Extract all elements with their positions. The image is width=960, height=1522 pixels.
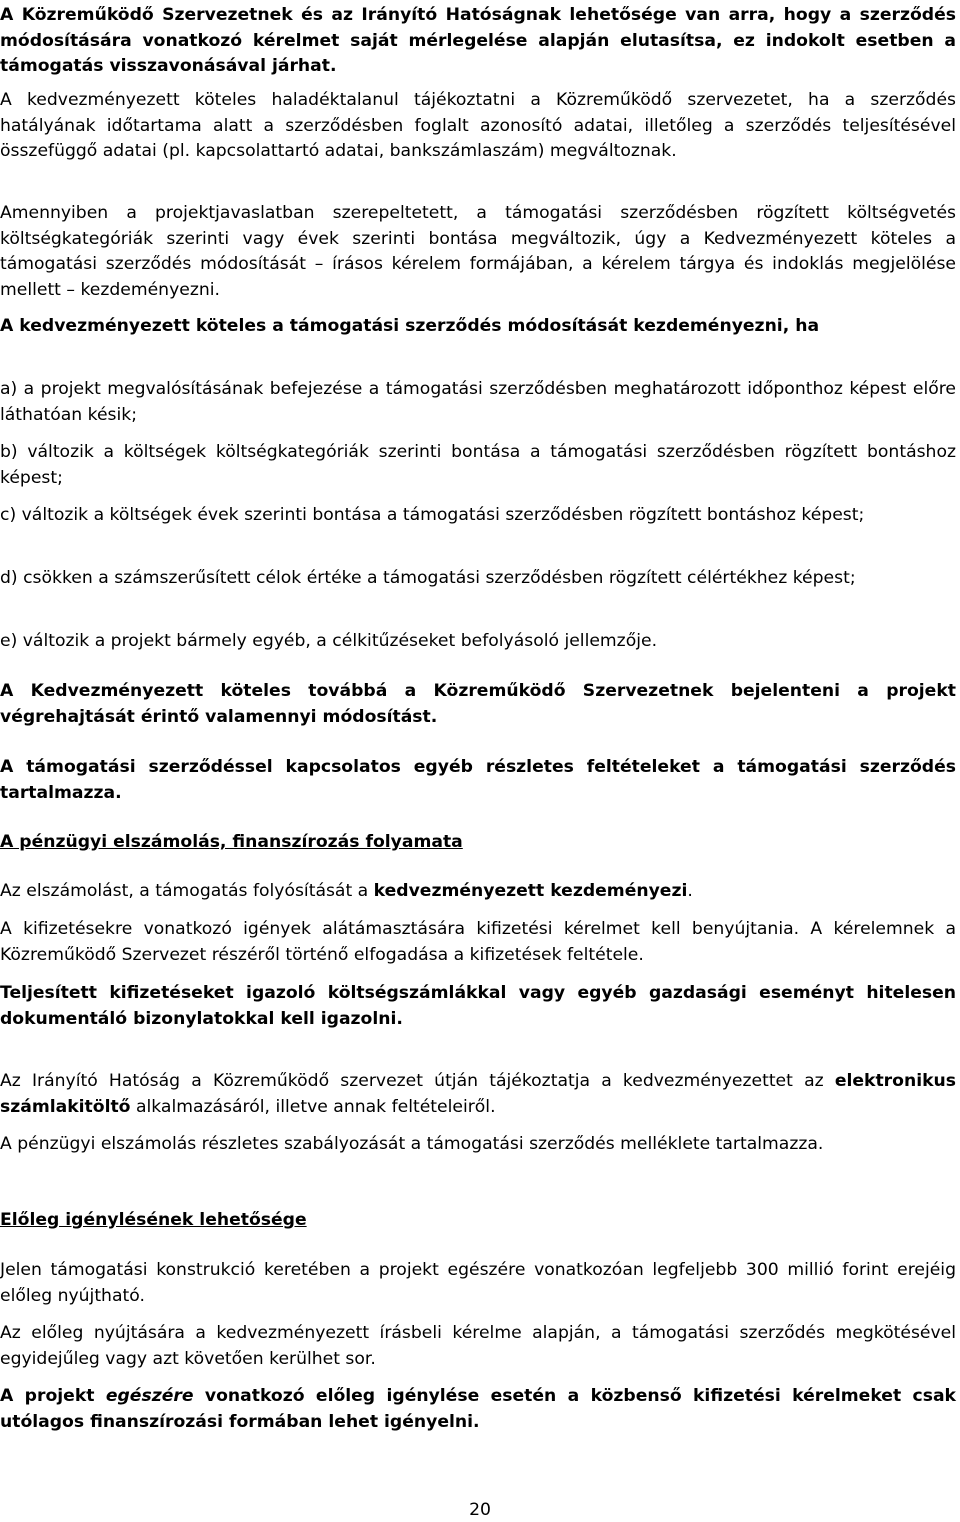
paragraph-e-invoice xyxy=(0,1069,956,1120)
list-item-a: a) a projekt megvalósításának befejezése a támogatási szerződésben meghatározott időponthoz képest előre láthatóan késik; xyxy=(0,379,956,425)
paragraph-other-conditions: A támogatási szerződéssel kapcsolatos egyéb részletes feltételeket a támogatási szerződés tartalmazza. xyxy=(0,757,956,803)
settlement-bold: kedvezményezett kezdeményezi xyxy=(373,881,688,901)
list-item-d: d) csökken a számszerűsített célok értéke a támogatási szerződésben rögzített célértékhez képest; xyxy=(0,568,856,588)
paragraph-interim-payments xyxy=(0,1384,956,1435)
paragraph-advance-request: Az előleg nyújtására a kedvezményezett írásbeli kérelme alapján, a támogatási szerződés megkötésével egyidejűleg vagy azt követően kerülhet sor. xyxy=(0,1323,956,1369)
paragraph-proof: Teljesített kifizetéseket igazoló költségszámlákkal vagy egyéb gazdasági eseményt hitelesen dokumentáló bizonylatokkal kell igazolni. xyxy=(0,983,956,1029)
paragraph-settlement xyxy=(0,879,956,905)
section-heading-financial: A pénzügyi elszámolás, finanszírozás folyamata xyxy=(0,832,463,852)
interim-italic: egészére xyxy=(105,1386,194,1406)
interim-end: vonatkozó előleg igénylése esetén a közbenső kifizetési kérelmeket csak utólagos finanszírozási formában lehet igényelni. xyxy=(0,1386,956,1432)
settlement-end: . xyxy=(687,881,693,901)
paragraph-advance-limit: Jelen támogatási konstrukció keretében a projekt egészére vonatkozóan legfeljebb 300 millió forint erejéig előleg nyújtható. xyxy=(0,1260,956,1306)
paragraph-annex: A pénzügyi elszámolás részletes szabályozását a támogatási szerződés melléklete tartalmazza. xyxy=(0,1134,824,1154)
list-item-b: b) változik a költségek költségkategóriák szerinti bontása a támogatási szerződésben rögzített bontáshoz képest; xyxy=(0,442,956,488)
interim-text: A projekt xyxy=(0,1386,106,1406)
e-invoice-text: Az Irányító Hatóság a Közreműködő szervezet útján tájékoztatja a kedvezményezettet az xyxy=(0,1071,835,1091)
settlement-text: Az elszámolást, a támogatás folyósítását a xyxy=(0,881,374,901)
paragraph-payment-claims: A kifizetésekre vonatkozó igények alátámasztására kifizetési kérelmet kell benyújtania. A kérelemnek a Közreműködő Szervezet részéről történő elfogadása a kifizetések feltétele. xyxy=(0,919,956,965)
paragraph-budget-change: Amennyiben a projektjavaslatban szerepeltetett, a támogatási szerződésben rögzített költségvetés költségkategóriák szerinti vagy évek szerinti bontása megváltozik, úgy a Kedvezményezett köteles a támogatási szerződés módosítását – írásos kérelem formájában, a kérelem tárgya és indoklás megjelölése mellett – kezdeményezni. xyxy=(0,203,956,300)
e-invoice-end: alkalmazásáról, illetve annak feltételeiről. xyxy=(130,1096,496,1117)
paragraph-must-initiate: A kedvezményezett köteles a támogatási szerződés módosítását kezdeményezni, ha xyxy=(0,316,820,336)
paragraph-rejection: A Közreműködő Szervezetnek és az Irányító Hatóságnak lehetősége van arra, hogy a szerződés módosítására vonatkozó kérelmet saját mérlegelése alapján elutasítsa, ez indokolt esetben a támogatás visszavonásával járhat. xyxy=(0,5,956,77)
list-item-c: c) változik a költségek évek szerinti bontása a támogatási szerződésben rögzített bontáshoz képest; xyxy=(0,505,865,525)
page-number: 20 xyxy=(469,1500,491,1520)
section-heading-advance: Előleg igénylésének lehetősége xyxy=(0,1210,307,1230)
paragraph-report-changes: A Kedvezményezett köteles továbbá a Közreműködő Szervezetnek bejelenteni a projekt végrehajtását érintő valamennyi módosítást. xyxy=(0,681,956,727)
list-item-e: e) változik a projekt bármely egyéb, a célkitűzéseket befolyásoló jellemzője. xyxy=(0,631,658,651)
e-invoice-bold: elektronikus számlakitöltő xyxy=(0,1071,956,1117)
paragraph-notify-changes: A kedvezményezett köteles haladéktalanul tájékoztatni a Közreműködő szervezetet, ha a szerződés hatályának időtartama alatt a szerződésben foglalt azonosító adatai, illetőleg a szerződés teljesítésével összefüggő adatai (pl. kapcsolattartó adatai, bankszámlaszám) megváltoznak. xyxy=(0,90,956,162)
